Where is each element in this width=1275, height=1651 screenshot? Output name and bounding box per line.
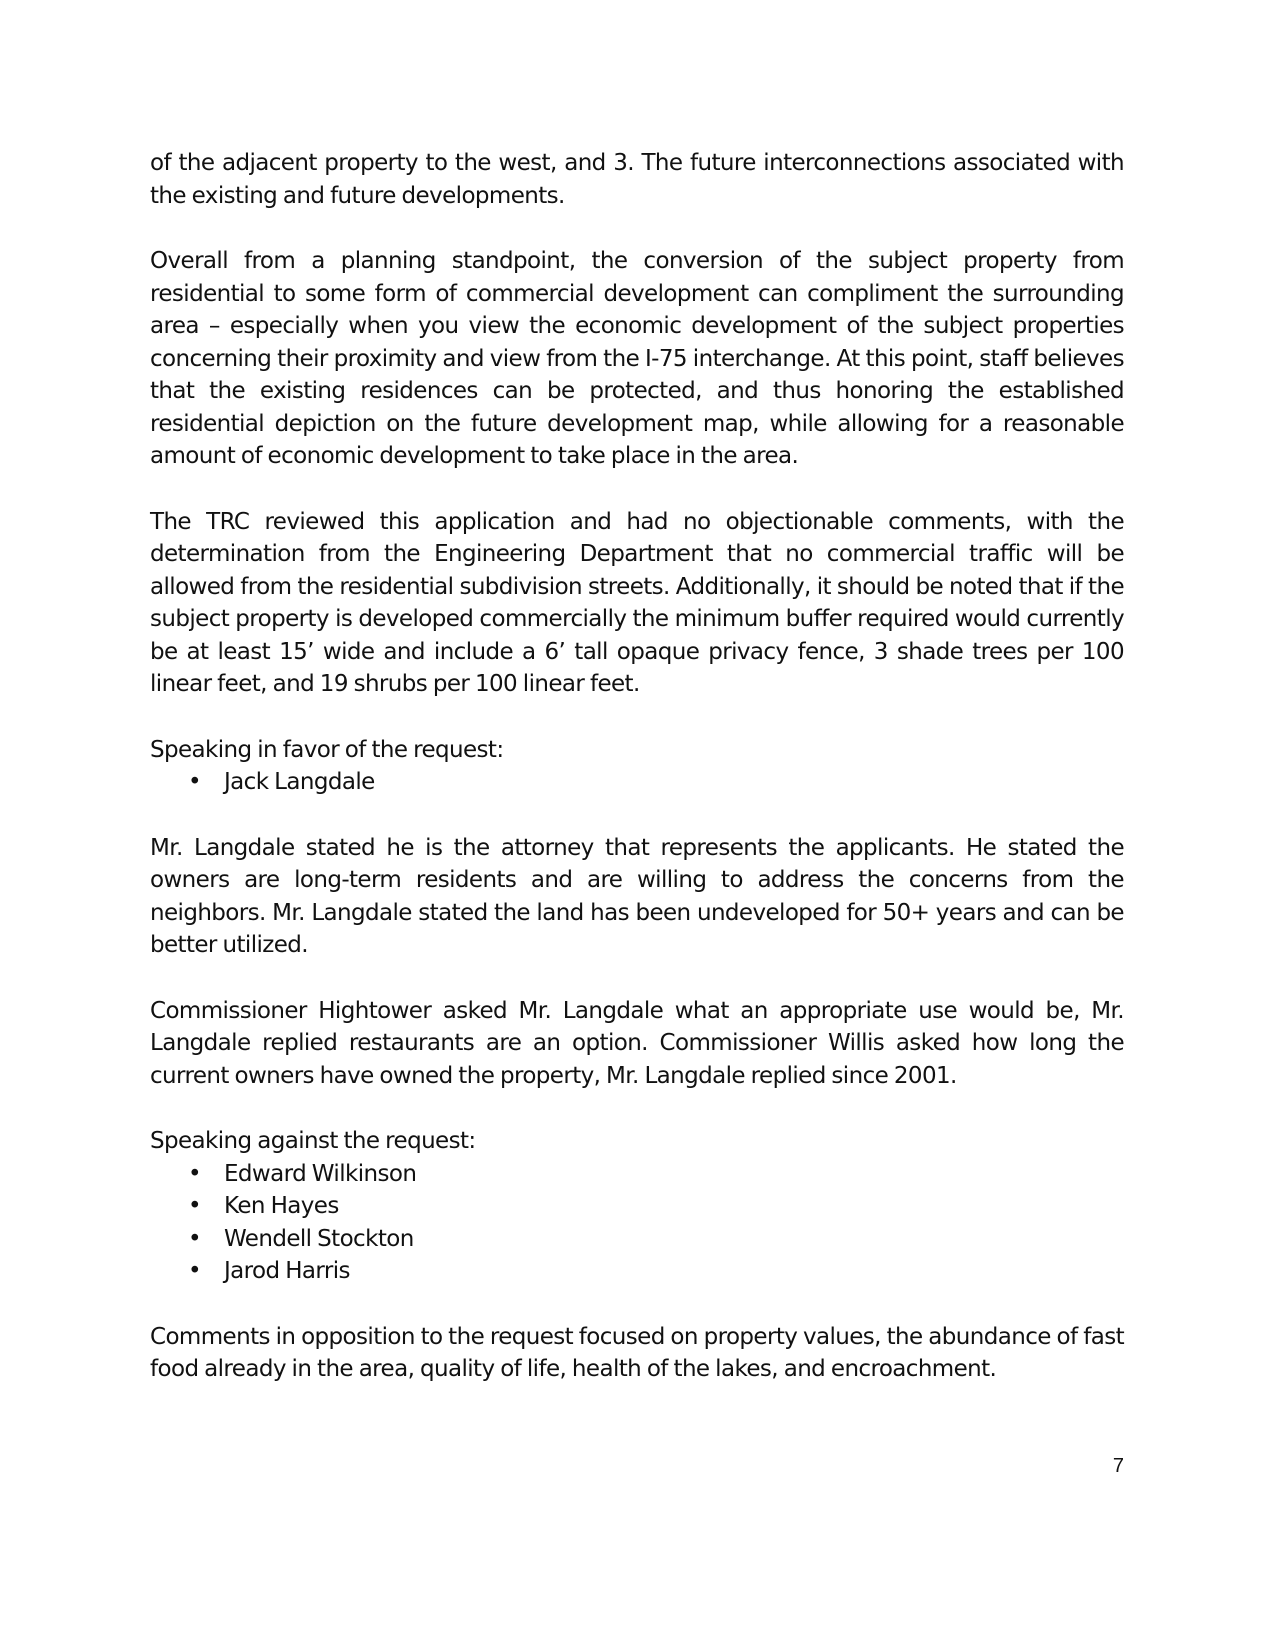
list-item — [188, 766, 1124, 799]
favor-speaker-list — [150, 766, 1124, 799]
paragraph-trc-review: The TRC reviewed this application and had no objectionable comments, with the determination from the Engineering Department that no commercial traffic will be allowed from the residential subdivision streets. Additionally, it should be noted that if the subject property is developed commercially the minimum buffer required would currently be at least 15’ wide and include a 6’ tall opaque privacy fence, 3 shade trees per 100 linear feet, and 19 shrubs per 100 linear feet. — [150, 508, 1124, 697]
list-item — [188, 1255, 1124, 1288]
paragraph-opposition-comments: Comments in opposition to the request focused on property values, the abundance of fast food already in the area, quality of life, health of the lakes, and encroachment. — [150, 1323, 1124, 1382]
speaker-name: Ken Hayes — [224, 1193, 339, 1219]
list-item — [188, 1158, 1124, 1191]
bullet-icon: • — [188, 1225, 201, 1252]
bullet-icon: • — [188, 1258, 201, 1284]
page-number: 7 — [1112, 1455, 1124, 1477]
speaker-name: Jarod Harris — [224, 1258, 350, 1284]
document-body — [150, 147, 1124, 1419]
list-item — [188, 1190, 1124, 1223]
paragraph-commissioner-questions: Commissioner Hightower asked Mr. Langdale what an appropriate use would be, Mr. Langdale replied restaurants are an option. Commissioner Willis asked how long the current owners have owned the property, Mr. Langdale replied since 2001. — [150, 997, 1124, 1089]
speaker-name: Jack Langdale — [224, 769, 375, 795]
paragraph-planning-standpoint: Overall from a planning standpoint, the conversion of the subject property from residential to some form of commercial development can compliment the surrounding area – especially when you view the economic development of the subject properties concerning their proximity and view from the I-75 interchange. At this point, staff believes that the existing residences can be protected, and thus honoring the established residential depiction on the future development map, while allowing for a reasonable amount of economic development to take place in the area. — [150, 248, 1124, 469]
heading-speaking-in-favor: Speaking in favor of the request: — [150, 736, 504, 763]
list-item — [188, 1223, 1124, 1256]
speaker-name: Edward Wilkinson — [224, 1160, 417, 1187]
against-speaker-list — [150, 1158, 1124, 1288]
paragraph-interconnections: of the adjacent property to the west, and 3. The future interconnections associated with the existing and future developments. — [150, 150, 1124, 209]
heading-speaking-against: Speaking against the request: — [150, 1128, 476, 1154]
bullet-icon: • — [188, 1160, 201, 1187]
bullet-icon: • — [188, 1193, 201, 1219]
paragraph-langdale-statement: Mr. Langdale stated he is the attorney that represents the applicants. He stated the owners are long-term residents and are willing to address the concerns from the neighbors. Mr. Langdale stated the land has been undeveloped for 50+ years and can be better utilized. — [150, 834, 1124, 958]
bullet-icon: • — [188, 769, 201, 795]
speaker-name: Wendell Stockton — [224, 1225, 414, 1252]
